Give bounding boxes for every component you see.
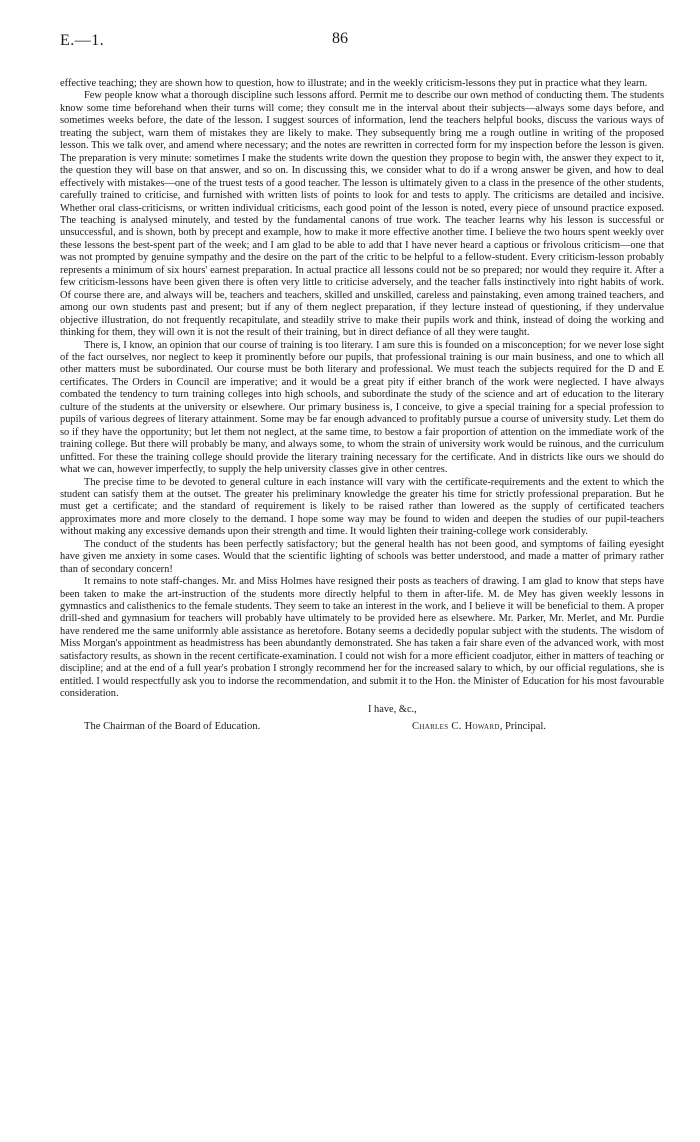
page-number: 86 — [332, 30, 348, 47]
signature-line — [60, 718, 664, 736]
document-reference: E.—1. — [60, 32, 105, 49]
paragraph-literary-training: There is, I know, an opinion that our course of training is too literary. I am sure this is founded on a misconception; for we never lose sight of the fact ourselves, nor neglect to keep it prominently before our pupils, that professional training is our main business, and one to which all other matters must be subordinated. Our course must be both literary and professional. We must teach the subjects required for the D and E certificates. The Orders in Council are imperative; and it would be a great pity if either branch of the work were neglected. I have always combated the tendency to turn training colleges into high schools, and subordinate the study of the science and art of education to the literary culture of the students at the university or elsewhere. Our primary business is, I conceive, to give a special training for a special profession to pupils of various degrees of literary attainment. Some may be far enough advanced to profitably pursue a course of university study. Let them do so if they have the opportunity; but let them not neglect, at the same time, to bestow a fair proportion of attention on the immediate work of the training college. But there will probably be many, and always some, to whom the strain of university work would be ruinous, and the curriculum unfitted. For these the training college should provide the literary training necessary for the certificate. And in districts like ours we should do what we can, however imperfectly, to supply the help university classes give in other centres. — [60, 339, 664, 476]
report-body — [60, 78, 664, 701]
paragraph-student-conduct: The conduct of the students has been perfectly satisfactory; but the general health has not been good, and symptoms of failing eyesight have given me anxiety in some cases. Would that the scientific lighting of schools was better understood, and made a matter of primary rather than of secondary concern! — [60, 538, 664, 575]
letter-closing — [60, 703, 664, 736]
paragraph-general-culture: The precise time to be devoted to general culture in each instance will vary with the certificate-requirements and the extent to which the student can satisfy them at the outset. The greater his preliminary knowledge the greater his time for strictly professional preparation. But he must get a certificate; and the standard of requirement is likely to be raised rather than lowered as the supply of certificated teachers approximates more and more closely to the demand. I hope some way may be found to widen and deepen the studies of our pupil-teachers without making any excessive demands upon their strength and time. It would lighten their training-college work considerably. — [60, 476, 664, 538]
paragraph-criticism-lessons: Few people know what a thorough discipline such lessons afford. Permit me to describe our own method of conducting them. The students know some time beforehand when their turns will come; they consult me in the interval about their subjects—always some days before, and sometimes weeks before, the date of the lesson. I suggest sources of information, lend the teachers helpful books, discuss the various ways of treating the subject, warn them of mistakes they are likely to make. They subsequently bring me a rough outline in writing of the proposed lesson. This we talk over, and amend where necessary; and the notes are rewritten in corrected form for my inspection before the lesson is given. The preparation is very minute: sometimes I make the students write down the question they propose to begin with, the answer they expect to it, the question they will base on that answer, and so on. In discussing this, we consider what to do if a wrong answer be given, and how to deal effectively with mistakes—one of the truest tests of a good teacher. The lesson is ultimately given to a class in the presence of the other students, carefully trained to criticise, and furnished with written lists of points to look for and tests to apply. The criticisms are detailed and incisive. Whether oral class-criticisms, or written individual criticisms, each good point of the lesson is noted, every piece of unsound practice exposed. The teaching is analysed minutely, and tested by the fundamental canons of true work. The teacher learns why his lesson is successful or unsuccessful, and is shown, both by precept and example, how to make it more effective another time. I believe the two hours spent weekly over these lessons the best-spent part of the week; and I am glad to be able to add that I have never heard a captious or frivolous criticism—one that was not prompted by genuine sympathy and the desire on the part of the critic to be helpful to a fellow-student. Every criticism-lesson probably represents a minimum of six hours' earnest preparation. In actual practice all lessons could not be so prepared; nor would they require it. After a few criticism-lessons have been given there is often very little to criticise adversely, and the teacher falls instinctively into right habits of work. Of course there are, and always will be, teachers and teachers, skilled and unskilled, careless and painstaking, even among trained teachers, and among our own students past and present; but if any of them neglect preparation, if they lecture instead of questioning, if they undervalue objective illustration, do not frequently recapitulate, and steadily strive to make their pupils work and think, instead of doing the working and thinking for them, they will own it is not the result of their training, but in direct defiance of all they were taught. — [60, 90, 664, 339]
page-header — [60, 0, 664, 78]
closing-salutation: I have, &c., — [368, 703, 417, 715]
addressee: The Chairman of the Board of Education. — [84, 720, 261, 732]
signature-name: Charles C. Howard — [412, 720, 500, 732]
paragraph-continuation: effective teaching; they are shown how to question, how to illustrate; and in the weekly criticism-lessons they put in practice what they learn. — [60, 78, 648, 89]
signature — [412, 720, 546, 733]
paragraph-staff-changes: It remains to note staff-changes. Mr. and Miss Holmes have resigned their posts as teachers of drawing. I am glad to know that steps have been taken to make the art-instruction of the students more directly helpful to them in after-life. M. de Mey has given weekly lessons in gymnastics and calisthenics to the female students. They seem to take an interest in the work, and I believe it will be beneficial to them. A proper drill-shed and gymnasium for teachers will probably have ultimately to be provided here as elsewhere. Mr. Parker, Mr. Merlet, and Mr. Purdie have rendered me the same uniformly able assistance as heretofore. Botany seems a decidedly popular subject with the students. The wisdom of Miss Morgan's appointment as headmistress has been abundantly demonstrated. She has taken a fair share even of the advanced work, with most satisfactory results, as shown in the recent certificate-examination. I could not wish for a more efficient coadjutor, either in matters of teaching or discipline; and at the end of a full year's probation I strongly recommend her for the increased salary to which, by our official regulations, she is entitled. I would respectfully ask you to indorse the recommendation, and submit it to the Hon. the Minister of Education for his most favourable consideration. — [60, 576, 664, 700]
signature-title: , Principal. — [499, 720, 546, 732]
